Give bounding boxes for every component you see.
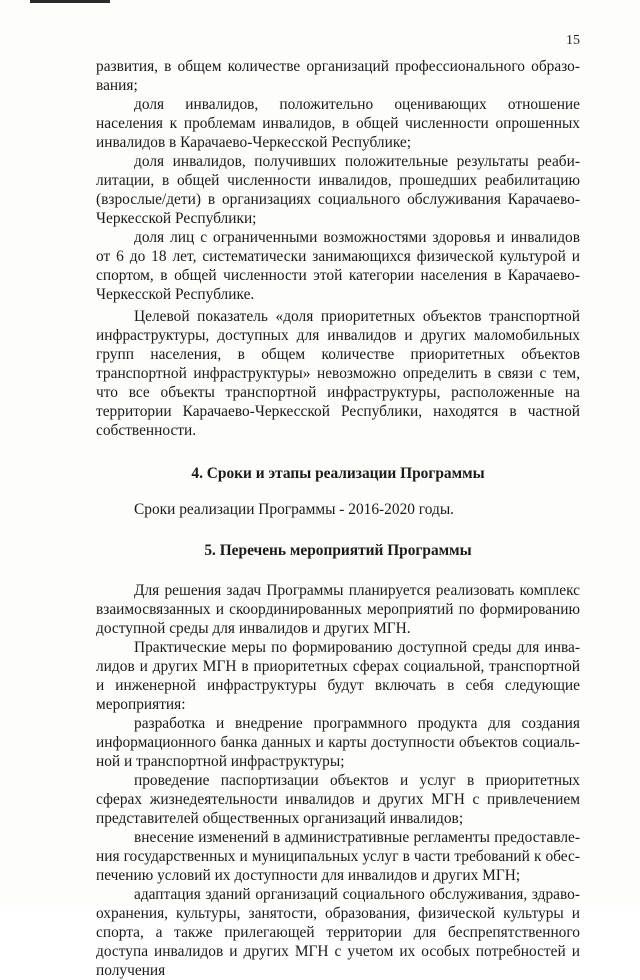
paragraph: проведение паспортизации объектов и услуг в приоритетных сферах жизнедеятельности инвалидов и других МГН с привлечением представителей общественных организаций инвалидов;: [96, 772, 580, 827]
paragraph: доля лиц с ограниченными возможностями здоровья и инвалидов от 6 до 18 лет, систематически занимающихся физической культурой и спортом, в общей численности этой категории населения в Карачаево-Черкесской Республике.: [96, 229, 580, 303]
paragraph: доля инвалидов, положительно оценивающих отношение населения к проблемам инвалидов, в общей численности опрошенных инвалидов в Карачаево-Черкесской Республике;: [96, 96, 580, 151]
section-heading: 5. Перечень мероприятий Программы: [204, 542, 472, 559]
paragraph: развития, в общем количестве организаций профессионального образования;: [96, 58, 580, 94]
paragraph: Для решения задач Программы планируется реализовать комплекс взаимосвязанных и скоординированных мероприятий по формированию доступной среды для инвалидов и других МГН.: [96, 582, 580, 637]
top-edge-mark: [30, 0, 110, 3]
page-number: 15: [566, 33, 580, 48]
paragraph: разработка и внедрение программного продукта для создания информационного банка данных и карты доступности объектов социальной и транспортной инфраструктуры;: [96, 715, 580, 770]
paragraph: внесение изменений в административные регламенты предоставления государственных и муниципальных услуг в части требований к обеспечению условий их доступности для инвалидов и других МГН;: [96, 829, 580, 884]
paragraph: адаптация зданий организаций социального обслуживания, здравоохранения, культуры, занятости, образования, физической культуры и спорта, а также прилегающей территории для беспрепятственного доступа инвалидов и других МГН с учетом их особых потребностей и получения: [96, 886, 580, 979]
paragraph: Целевой показатель «доля приоритетных объектов транспортной инфраструктуры, доступных для инвалидов и других маломобильных групп населения, в общем количестве приоритетных объектов транспортной инфраструктуры» невозможно определить в связи с тем, что все объекты транспортной инфраструктуры, расположенные на территории Карачаево-Черкесской Республики, находятся в частной собственности.: [96, 308, 580, 439]
section-heading: 4. Сроки и этапы реализации Программы: [191, 465, 485, 482]
paragraph: Практические меры по формированию доступной среды для инвалидов и других МГН в приоритетных сферах социальной, транспортной и инженерной инфраструктуры будут включать в себя следующие мероприятия:: [96, 639, 580, 713]
paragraph: Сроки реализации Программы - 2016-2020 годы.: [134, 501, 455, 518]
paragraph: доля инвалидов, получивших положительные результаты реабилитации, в общей численности инвалидов, прошедших реабилитацию (взрослые/дети) в организациях социального обслуживания Карачаево-Черкесской Республики;: [96, 153, 580, 227]
document-body: [96, 57, 580, 980]
